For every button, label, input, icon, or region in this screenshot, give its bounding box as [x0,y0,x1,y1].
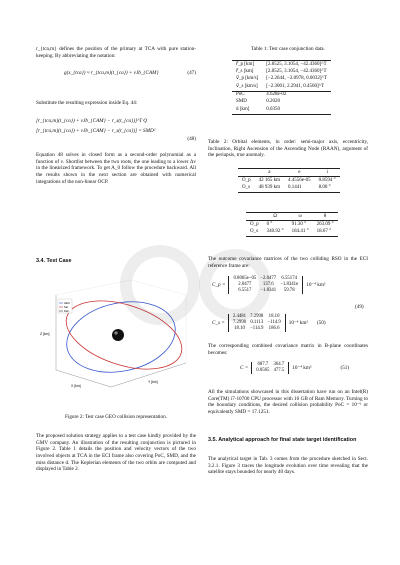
cc-matrix: 687.7 364.7 0.0565 477.5 [251,362,289,374]
test-case-paragraph: The proposed solution strategy applies to a test case kindly provided by the GMV company. An illustration of the resulting conjunction is pictured in Figure 2. Table 1 details the position and velocity vectors of the two involved objects at TCA in the ECI frame also covering PoC, SMD, and the miss distance d. The Keplerian elements of the two orbits are computed and displayed in Table 2. [36,433,196,473]
equation-48-number: (48) [187,136,196,143]
cp-matrix: 0.8065e−05 −2.0477 6.55174 2.0477 137.6 −1.8341e 6.5517 −1.8341 59.78 [228,276,303,294]
equation-47 [36,70,196,77]
cc-equation: C = 687.7 364.7 0.0565 477.5 10⁻⁴ km² (51) [240,362,350,374]
equation-50-number: (50) [316,319,326,326]
cs-matrix: 2.4481 7.2998 18.10 7.2998 0.1113 −114.9 18.10 −114.9 186.6 [228,314,286,332]
section-3-4-heading: 3.4. Test Case [36,258,72,264]
covariance-intro: The outcome covariance matrices of the two colliding RSO in the ECI reference frame are: [208,256,368,269]
legend-sat: Sat. [64,306,69,309]
cp-equation: C_p = 0.8065e−05 −2.0477 6.55174 2.0477 137.6 −1.8341e 6.5517 −1.8341 59.78 10⁻⁴ km² [212,276,326,294]
x-axis-label: X [km] [71,384,81,388]
equation-51-number: (51) [340,364,350,371]
equation-48-paragraph: Equation 48 solves in closed form as a second-order polynomial as a function of ν. Shortlist between the two roots, the one leading to a lower Δv in the linearized framework. To get A_0 follow the procedure backward. All the results shown in the next section are obtained with numerical integrations of the non-linear OCP. [36,152,196,185]
substitute-paragraph: Substitute the resulting expression inside Eq. 44: [36,100,138,106]
analytical-target-paragraph: The analytical target in Tab. 3 comes from the procedure sketched in Sect. 3.2.1. Figure 3 traces the longitude evolution over time revealing that the satellite stays bounded for nearly 40 days. [208,456,368,476]
section-3-5-heading: 3.5. Analytical approach for final state target identification [208,437,357,443]
y-axis-label: Y [km] [148,380,158,384]
table-2a: a e i O_p 42 165 km 4.4556e-05 0.8594 ° O_s 48 939 km 0.1441 8.00 ° [238,168,340,193]
equation-49-number: (49) [355,304,364,310]
intro-paragraph: r_{tca,m} defines the position of the primary at TCA with pure station-keeping. By abbreviating the notation: [36,46,196,59]
equation-47-number: (47) [187,70,196,76]
equation-48 [36,118,196,143]
bplane-intro: The corresponding combined covariance matrix in B-plane coordinates becomes: [208,343,368,356]
simulation-paragraph: All the simulations showcased in this dissertation have run on an Intel(R) Core(TM) i7-10700 CPU processor with 16 GB of Ram Memory. Turning to the boundary conditions, the desired collision probability PoC = 10⁻⁶ or equivalently SMD = 17.1251. [208,389,368,415]
table-2-caption: Table 2: Orbital elements, in order: semi-major axis, eccentricity, Inclination, Right Ascension of the Ascending Node (RAAN), argument of the periapsis, true anomaly. [208,139,368,159]
watermark-logo [120,230,280,340]
table-1: r⃗_p [km] [2.8525, 3.1054, −42.4360]^T r⃗_s [km] [2.8525, 3.1054, −42.4360]^T v⃗_p [km/s] [−2.2644, −2.0978, 0.0032]^T v⃗_s [km/s] [−2.3001, 2.2941, 0.4560]^T PoC 4.628e-02 SMD 0.2020 d [km] 0.0350 [232,60,331,115]
figure-2-caption: Figure 2: Test case GEO collision representation. [65,414,167,420]
equation-47-body: g(x_{tca}) ≈ r_{tca,m}(t_{ca}) + νJb_{CAM} [64,70,159,76]
table-1-caption: Table 1: Test case conjunction data. [251,46,325,52]
legend-geo: GEO [64,302,70,305]
equation-48-line2: [r_{tca,m}(t_{ca}) + νJb_{CAM} − r_s(t_{ca})] = SMD² [36,127,156,134]
z-axis-label: Z [km] [40,332,50,336]
table-2b: Ω ω θ O_p 0 ° 91.30 ° 263.09 ° O_s 340.92 ° 184.41 ° 18.67 ° [246,212,338,237]
legend-deb: Deb. [64,310,70,313]
equation-48-line1: [r_{tca,m}(t_{ca}) + νJb_{CAM} − r_s(t_{ca})]^T Q [36,118,147,124]
cs-equation: C_s = 2.4481 7.2998 18.10 7.2998 0.1113 −114.9 18.10 −114.9 186.6 10⁻⁴ km² (50) [212,314,326,332]
